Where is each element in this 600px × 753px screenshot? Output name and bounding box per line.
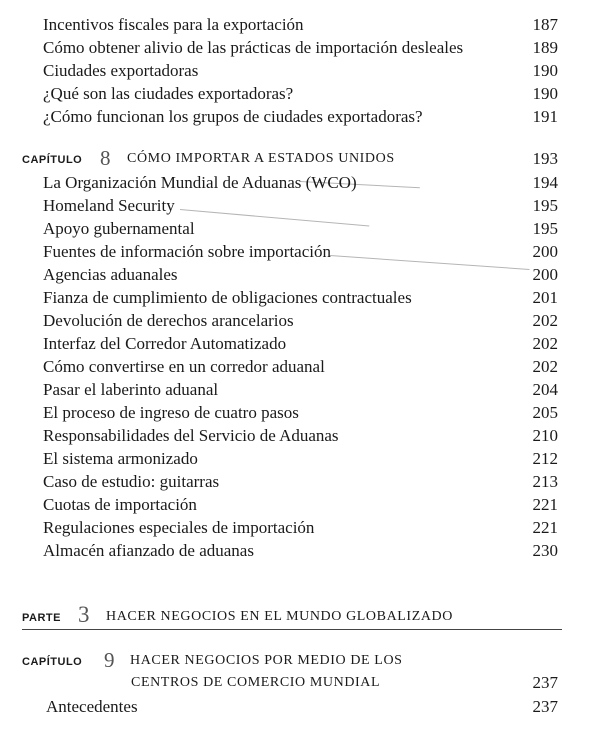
toc-entry[interactable] <box>0 517 600 539</box>
chapter-title-line-1: HACER NEGOCIOS POR MEDIO DE LOS <box>130 653 403 668</box>
toc-entry-title: Incentivos fiscales para la exportación <box>43 15 304 34</box>
toc-entry[interactable] <box>0 241 600 263</box>
toc-entry[interactable] <box>0 218 600 240</box>
toc-entry-title: Antecedentes <box>46 697 138 716</box>
chapter-title-line-2: CENTROS DE COMERCIO MUNDIAL <box>131 675 381 690</box>
toc-entry[interactable] <box>0 195 600 217</box>
toc-entry[interactable] <box>0 696 600 718</box>
toc-entry[interactable] <box>0 14 600 36</box>
toc-entry-page: 202 <box>532 334 558 353</box>
toc-entry-title: Ciudades exportadoras <box>43 61 199 80</box>
toc-entry-title: El sistema armonizado <box>43 449 198 468</box>
part-title: HACER NEGOCIOS EN EL MUNDO GLOBALIZADO <box>106 609 453 624</box>
toc-entry-page: 204 <box>532 380 558 399</box>
toc-entry-page: 221 <box>532 495 558 514</box>
toc-entry-title: Devolución de derechos arancelarios <box>43 311 294 330</box>
toc-entry-page: 195 <box>532 196 558 215</box>
toc-entry-title: Cuotas de importación <box>43 495 197 514</box>
toc-entry-title: Cómo convertirse en un corredor aduanal <box>43 357 325 376</box>
toc-entry[interactable] <box>0 494 600 516</box>
toc-entry-title: Interfaz del Corredor Automatizado <box>43 334 287 353</box>
toc-entry[interactable] <box>0 37 600 59</box>
chapter-8-heading[interactable] <box>0 148 600 174</box>
toc-entry[interactable] <box>0 264 600 286</box>
toc-entry[interactable] <box>0 540 600 562</box>
toc-entry-page: 191 <box>532 107 558 126</box>
toc-entry[interactable] <box>0 333 600 355</box>
toc-entry[interactable] <box>0 83 600 105</box>
toc-entry-title: Fianza de cumplimiento de obligaciones contractuales <box>43 288 412 307</box>
toc-entry[interactable] <box>0 471 600 493</box>
toc-entry[interactable] <box>0 448 600 470</box>
toc-entry[interactable] <box>0 402 600 424</box>
toc-entry-page: 187 <box>532 15 558 34</box>
toc-entry-title: Caso de estudio: guitarras <box>43 472 220 491</box>
chapter-label: CAPÍTULO <box>22 656 83 668</box>
toc-entry-title: El proceso de ingreso de cuatro pasos <box>43 403 299 422</box>
toc-entry-title: Responsabilidades del Servicio de Aduanas <box>43 426 339 445</box>
toc-entry-page: 210 <box>532 426 558 445</box>
toc-entry-page: 202 <box>532 311 558 330</box>
toc-entry-title: ¿Cómo funcionan los grupos de ciudades exportadoras? <box>43 107 423 126</box>
chapter-page: 193 <box>532 149 558 168</box>
toc-entry-title: Agencias aduanales <box>43 265 178 284</box>
toc-entry[interactable] <box>0 60 600 82</box>
toc-entry[interactable] <box>0 172 600 194</box>
toc-entry[interactable] <box>0 106 600 128</box>
toc-entry-page: 200 <box>532 265 558 284</box>
toc-entry-title: Fuentes de información sobre importación <box>43 242 331 261</box>
chapter-label: CAPÍTULO <box>22 154 83 166</box>
toc-entry[interactable] <box>0 425 600 447</box>
part-divider-rule <box>22 629 562 630</box>
toc-entry-title: Pasar el laberinto aduanal <box>43 380 219 399</box>
toc-entry-page: 230 <box>532 541 558 560</box>
chapter-title: CÓMO IMPORTAR A ESTADOS UNIDOS <box>127 151 395 166</box>
toc-entry-page: 195 <box>532 219 558 238</box>
toc-entry-page: 202 <box>532 357 558 376</box>
toc-entry-title: Almacén afianzado de aduanas <box>43 541 254 560</box>
chapter-number: 8 <box>100 146 111 170</box>
toc-entry-title: Cómo obtener alivio de las prácticas de importación desleales <box>43 38 464 57</box>
toc-entry[interactable] <box>0 379 600 401</box>
part-label: PARTE <box>22 612 61 624</box>
toc-entry[interactable] <box>0 310 600 332</box>
chapter-9-heading-line-2[interactable] <box>0 672 600 698</box>
toc-entry-page: 213 <box>532 472 558 491</box>
toc-entry-title: ¿Qué son las ciudades exportadoras? <box>43 84 294 103</box>
toc-entry[interactable] <box>0 356 600 378</box>
toc-entry-title: Apoyo gubernamental <box>43 219 195 238</box>
toc-entry-title: La Organización Mundial de Aduanas (WCO) <box>43 173 357 192</box>
toc-entry-page: 201 <box>532 288 558 307</box>
toc-entry-page: 237 <box>532 697 558 716</box>
toc-entry-page: 200 <box>532 242 558 261</box>
toc-entry-page: 190 <box>532 84 558 103</box>
toc-entry-page: 212 <box>532 449 558 468</box>
toc-entry-page: 205 <box>532 403 558 422</box>
part-number: 3 <box>78 602 90 627</box>
toc-entry-page: 194 <box>532 173 558 192</box>
toc-entry-page: 189 <box>532 38 558 57</box>
chapter-number: 9 <box>104 648 115 672</box>
toc-entry-page: 221 <box>532 518 558 537</box>
toc-entry-title: Homeland Security <box>43 196 175 215</box>
chapter-page: 237 <box>532 673 558 692</box>
toc-entry-title: Regulaciones especiales de importación <box>43 518 315 537</box>
toc-entry[interactable] <box>0 287 600 309</box>
toc-entry-page: 190 <box>532 61 558 80</box>
